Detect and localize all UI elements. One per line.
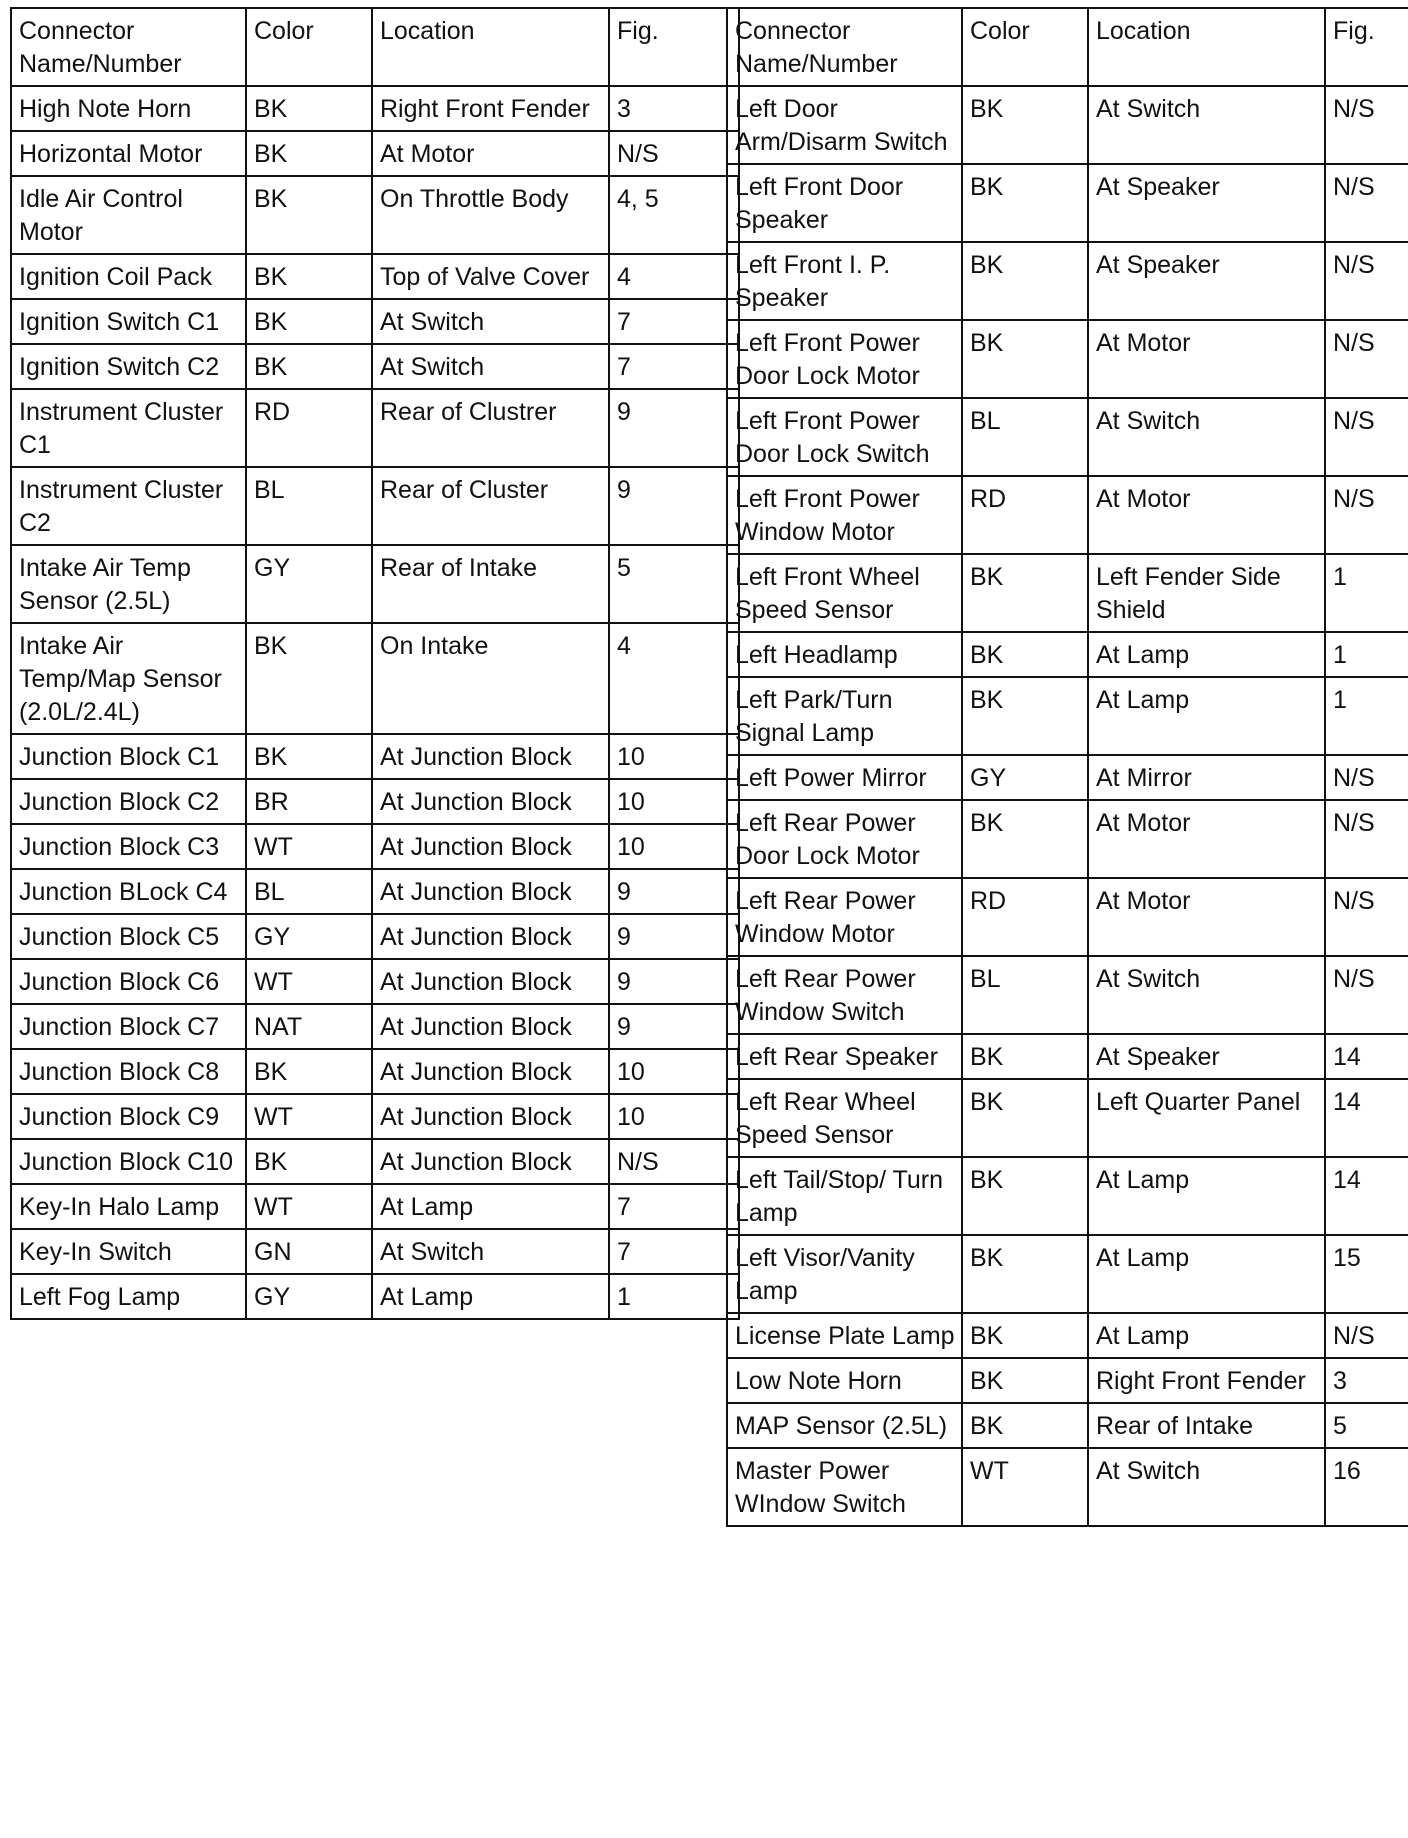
cell-fig: 14 — [1325, 1034, 1408, 1079]
cell-fig: 4 — [609, 254, 739, 299]
cell-location: Rear of Intake — [372, 545, 609, 623]
table-row — [727, 1313, 1408, 1358]
cell-connector-name: Junction Block C7 — [11, 1004, 246, 1049]
cell-connector-name: Left Rear Power Window Switch — [727, 956, 962, 1034]
cell-connector-name: Left Visor/Vanity Lamp — [727, 1235, 962, 1313]
header-connector-name: Connector Name/Number — [727, 8, 962, 86]
cell-color: BK — [962, 242, 1088, 320]
cell-fig: N/S — [1325, 242, 1408, 320]
cell-fig: 9 — [609, 959, 739, 1004]
cell-location: At Switch — [372, 299, 609, 344]
cell-color: WT — [962, 1448, 1088, 1526]
cell-location: At Switch — [372, 344, 609, 389]
cell-fig: 15 — [1325, 1235, 1408, 1313]
cell-fig: N/S — [1325, 755, 1408, 800]
cell-connector-name: High Note Horn — [11, 86, 246, 131]
table-row — [727, 1448, 1408, 1526]
cell-fig: 1 — [1325, 677, 1408, 755]
table-row — [11, 389, 739, 467]
cell-color: BK — [962, 1403, 1088, 1448]
cell-fig: 14 — [1325, 1079, 1408, 1157]
cell-connector-name: Left Rear Wheel Speed Sensor — [727, 1079, 962, 1157]
cell-connector-name: Left Fog Lamp — [11, 1274, 246, 1319]
cell-location: At Junction Block — [372, 1049, 609, 1094]
table-header-row — [11, 8, 739, 86]
cell-connector-name: Key-In Halo Lamp — [11, 1184, 246, 1229]
cell-location: Left Fender Side Shield — [1088, 554, 1325, 632]
cell-connector-name: Ignition Coil Pack — [11, 254, 246, 299]
cell-color: BK — [962, 677, 1088, 755]
cell-location: Rear of Cluster — [372, 467, 609, 545]
cell-location: At Speaker — [1088, 242, 1325, 320]
table-row — [11, 176, 739, 254]
cell-connector-name: Left Front Wheel Speed Sensor — [727, 554, 962, 632]
cell-connector-name: Left Door Arm/Disarm Switch — [727, 86, 962, 164]
table-row — [727, 1034, 1408, 1079]
cell-connector-name: Junction Block C1 — [11, 734, 246, 779]
cell-connector-name: Junction Block C3 — [11, 824, 246, 869]
cell-location: At Motor — [1088, 476, 1325, 554]
table-row — [727, 632, 1408, 677]
cell-fig: N/S — [1325, 320, 1408, 398]
header-connector-name: Connector Name/Number — [11, 8, 246, 86]
cell-fig: 10 — [609, 734, 739, 779]
cell-color: GY — [246, 1274, 372, 1319]
header-location: Location — [1088, 8, 1325, 86]
cell-fig: 9 — [609, 467, 739, 545]
cell-fig: 3 — [609, 86, 739, 131]
cell-location: At Motor — [1088, 878, 1325, 956]
cell-location: Right Front Fender — [1088, 1358, 1325, 1403]
cell-location: At Junction Block — [372, 869, 609, 914]
cell-connector-name: Junction Block C2 — [11, 779, 246, 824]
table-row — [11, 1184, 739, 1229]
table-row — [11, 1274, 739, 1319]
cell-fig: 9 — [609, 389, 739, 467]
table-row — [11, 1094, 739, 1139]
cell-location: At Speaker — [1088, 1034, 1325, 1079]
cell-color: BR — [246, 779, 372, 824]
cell-fig: 9 — [609, 914, 739, 959]
cell-fig: N/S — [1325, 800, 1408, 878]
header-color: Color — [246, 8, 372, 86]
cell-connector-name: Intake Air Temp/Map Sensor (2.0L/2.4L) — [11, 623, 246, 734]
cell-location: At Junction Block — [372, 1094, 609, 1139]
cell-fig: N/S — [1325, 398, 1408, 476]
table-row — [11, 869, 739, 914]
cell-color: GN — [246, 1229, 372, 1274]
cell-location: At Lamp — [1088, 677, 1325, 755]
cell-location: At Switch — [372, 1229, 609, 1274]
cell-connector-name: Left Headlamp — [727, 632, 962, 677]
cell-fig: 1 — [1325, 554, 1408, 632]
table-row — [727, 956, 1408, 1034]
cell-location: At Mirror — [1088, 755, 1325, 800]
table-row — [11, 344, 739, 389]
cell-location: At Lamp — [1088, 1313, 1325, 1358]
cell-connector-name: Junction Block C5 — [11, 914, 246, 959]
cell-connector-name: Junction BLock C4 — [11, 869, 246, 914]
table-row — [11, 545, 739, 623]
cell-color: WT — [246, 1094, 372, 1139]
table-row — [11, 299, 739, 344]
table-body-right — [727, 86, 1408, 1526]
cell-fig: 5 — [1325, 1403, 1408, 1448]
cell-fig: 7 — [609, 344, 739, 389]
cell-color: BL — [962, 398, 1088, 476]
cell-location: At Motor — [1088, 320, 1325, 398]
cell-color: BK — [246, 86, 372, 131]
cell-fig: 16 — [1325, 1448, 1408, 1526]
table-row — [11, 467, 739, 545]
cell-color: NAT — [246, 1004, 372, 1049]
cell-connector-name: Low Note Horn — [727, 1358, 962, 1403]
cell-connector-name: Left Power Mirror — [727, 755, 962, 800]
cell-location: On Throttle Body — [372, 176, 609, 254]
cell-location: At Switch — [1088, 1448, 1325, 1526]
table-row — [11, 86, 739, 131]
cell-fig: 7 — [609, 299, 739, 344]
table-row — [727, 1403, 1408, 1448]
cell-color: BL — [962, 956, 1088, 1034]
cell-location: At Junction Block — [372, 1004, 609, 1049]
cell-connector-name: Instrument Cluster C2 — [11, 467, 246, 545]
cell-fig: 4, 5 — [609, 176, 739, 254]
table-row — [11, 734, 739, 779]
cell-connector-name: Master Power WIndow Switch — [727, 1448, 962, 1526]
table-body-left — [11, 86, 739, 1319]
cell-location: At Junction Block — [372, 734, 609, 779]
cell-color: BK — [962, 1034, 1088, 1079]
cell-connector-name: Key-In Switch — [11, 1229, 246, 1274]
cell-color: RD — [246, 389, 372, 467]
table-row — [727, 476, 1408, 554]
table-row — [11, 779, 739, 824]
cell-location: At Junction Block — [372, 959, 609, 1004]
cell-location: Rear of Clustrer — [372, 389, 609, 467]
table-row — [727, 1358, 1408, 1403]
cell-connector-name: Left Front Power Door Lock Motor — [727, 320, 962, 398]
cell-color: BK — [246, 254, 372, 299]
cell-color: GY — [962, 755, 1088, 800]
cell-fig: 1 — [1325, 632, 1408, 677]
cell-connector-name: Left Park/Turn Signal Lamp — [727, 677, 962, 755]
cell-fig: 10 — [609, 824, 739, 869]
cell-location: At Switch — [1088, 956, 1325, 1034]
cell-fig: N/S — [1325, 878, 1408, 956]
table-row — [727, 1235, 1408, 1313]
cell-location: At Motor — [1088, 800, 1325, 878]
cell-fig: 7 — [609, 1229, 739, 1274]
cell-color: BK — [246, 623, 372, 734]
cell-location: At Lamp — [1088, 1235, 1325, 1313]
table-row — [11, 623, 739, 734]
cell-location: At Lamp — [1088, 1157, 1325, 1235]
table-row — [11, 824, 739, 869]
cell-fig: 10 — [609, 779, 739, 824]
table-row — [727, 1157, 1408, 1235]
table-row — [727, 755, 1408, 800]
cell-color: BK — [962, 320, 1088, 398]
cell-connector-name: Left Front Power Window Motor — [727, 476, 962, 554]
cell-color: BK — [962, 1313, 1088, 1358]
cell-color: BK — [246, 1049, 372, 1094]
cell-fig: N/S — [1325, 476, 1408, 554]
cell-fig: N/S — [609, 1139, 739, 1184]
cell-connector-name: Idle Air Control Motor — [11, 176, 246, 254]
table-row — [11, 1004, 739, 1049]
cell-color: BL — [246, 467, 372, 545]
cell-location: Right Front Fender — [372, 86, 609, 131]
table-row — [11, 1229, 739, 1274]
cell-connector-name: Left Front Door Speaker — [727, 164, 962, 242]
cell-color: BK — [962, 86, 1088, 164]
cell-connector-name: Left Front Power Door Lock Switch — [727, 398, 962, 476]
table-row — [727, 398, 1408, 476]
cell-fig: N/S — [1325, 164, 1408, 242]
cell-color: GY — [246, 914, 372, 959]
cell-location: At Junction Block — [372, 1139, 609, 1184]
table-row — [11, 914, 739, 959]
cell-connector-name: Left Rear Power Window Motor — [727, 878, 962, 956]
table-row — [11, 1139, 739, 1184]
cell-fig: N/S — [1325, 956, 1408, 1034]
cell-color: BK — [246, 176, 372, 254]
cell-connector-name: Left Rear Speaker — [727, 1034, 962, 1079]
cell-location: At Lamp — [372, 1274, 609, 1319]
table-row — [727, 677, 1408, 755]
cell-connector-name: Junction Block C8 — [11, 1049, 246, 1094]
cell-color: BK — [246, 299, 372, 344]
cell-connector-name: Junction Block C6 — [11, 959, 246, 1004]
cell-fig: 4 — [609, 623, 739, 734]
cell-connector-name: License Plate Lamp — [727, 1313, 962, 1358]
cell-fig: 3 — [1325, 1358, 1408, 1403]
table-row — [727, 554, 1408, 632]
cell-fig: N/S — [1325, 1313, 1408, 1358]
cell-color: BK — [246, 131, 372, 176]
cell-location: At Motor — [372, 131, 609, 176]
table-row — [727, 242, 1408, 320]
cell-color: BL — [246, 869, 372, 914]
cell-location: On Intake — [372, 623, 609, 734]
cell-location: Rear of Intake — [1088, 1403, 1325, 1448]
cell-connector-name: Horizontal Motor — [11, 131, 246, 176]
cell-color: BK — [962, 800, 1088, 878]
cell-color: RD — [962, 476, 1088, 554]
cell-color: BK — [246, 734, 372, 779]
cell-color: BK — [962, 1079, 1088, 1157]
cell-location: At Junction Block — [372, 779, 609, 824]
cell-fig: 5 — [609, 545, 739, 623]
connector-table-left — [10, 7, 740, 1320]
cell-location: At Junction Block — [372, 914, 609, 959]
cell-fig: 9 — [609, 1004, 739, 1049]
table-row — [727, 320, 1408, 398]
cell-color: WT — [246, 824, 372, 869]
cell-fig: N/S — [1325, 86, 1408, 164]
cell-color: BK — [962, 632, 1088, 677]
cell-color: BK — [962, 1157, 1088, 1235]
cell-connector-name: Instrument Cluster C1 — [11, 389, 246, 467]
cell-location: At Lamp — [1088, 632, 1325, 677]
cell-color: BK — [962, 164, 1088, 242]
cell-color: BK — [962, 554, 1088, 632]
cell-connector-name: Ignition Switch C1 — [11, 299, 246, 344]
cell-connector-name: Junction Block C9 — [11, 1094, 246, 1139]
table-row — [727, 86, 1408, 164]
header-fig: Fig. — [609, 8, 739, 86]
table-row — [727, 1079, 1408, 1157]
cell-connector-name: MAP Sensor (2.5L) — [727, 1403, 962, 1448]
cell-color: WT — [246, 959, 372, 1004]
cell-fig: 14 — [1325, 1157, 1408, 1235]
cell-color: BK — [962, 1358, 1088, 1403]
cell-location: At Speaker — [1088, 164, 1325, 242]
cell-connector-name: Junction Block C10 — [11, 1139, 246, 1184]
cell-color: GY — [246, 545, 372, 623]
cell-location: At Switch — [1088, 398, 1325, 476]
table-row — [11, 959, 739, 1004]
table-row — [11, 254, 739, 299]
table-row — [727, 164, 1408, 242]
table-row — [727, 800, 1408, 878]
cell-color: BK — [246, 344, 372, 389]
cell-location: Top of Valve Cover — [372, 254, 609, 299]
cell-color: BK — [962, 1235, 1088, 1313]
cell-fig: 7 — [609, 1184, 739, 1229]
cell-connector-name: Intake Air Temp Sensor (2.5L) — [11, 545, 246, 623]
cell-connector-name: Left Tail/Stop/ Turn Lamp — [727, 1157, 962, 1235]
cell-fig: 9 — [609, 869, 739, 914]
header-location: Location — [372, 8, 609, 86]
cell-fig: 10 — [609, 1094, 739, 1139]
cell-color: RD — [962, 878, 1088, 956]
header-fig: Fig. — [1325, 8, 1408, 86]
cell-color: BK — [246, 1139, 372, 1184]
table-row — [727, 878, 1408, 956]
cell-location: At Lamp — [372, 1184, 609, 1229]
cell-location: At Switch — [1088, 86, 1325, 164]
table-header-row — [727, 8, 1408, 86]
cell-connector-name: Left Rear Power Door Lock Motor — [727, 800, 962, 878]
cell-color: WT — [246, 1184, 372, 1229]
cell-fig: N/S — [609, 131, 739, 176]
header-color: Color — [962, 8, 1088, 86]
cell-location: At Junction Block — [372, 824, 609, 869]
cell-fig: 10 — [609, 1049, 739, 1094]
table-row — [11, 1049, 739, 1094]
cell-connector-name: Ignition Switch C2 — [11, 344, 246, 389]
table-row — [11, 131, 739, 176]
cell-fig: 1 — [609, 1274, 739, 1319]
cell-connector-name: Left Front I. P. Speaker — [727, 242, 962, 320]
cell-location: Left Quarter Panel — [1088, 1079, 1325, 1157]
connector-table-right — [726, 7, 1408, 1527]
